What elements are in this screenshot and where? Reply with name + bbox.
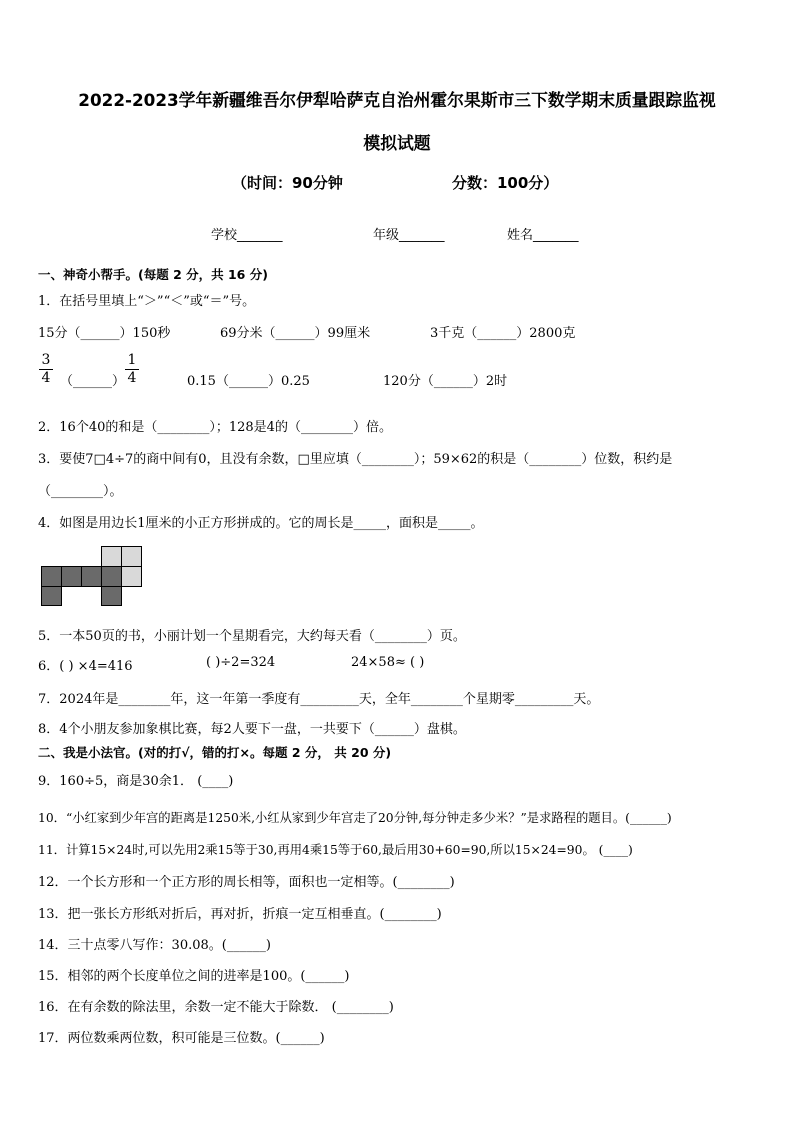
question-1-item-1: 15分（______）150秒: [38, 326, 171, 341]
fraction-denominator: 4: [41, 370, 51, 386]
question-1-item-3: 3千克（______）2800克: [430, 326, 576, 341]
question-17: 17．两位数乘两位数，积可能是三位数。(______): [38, 1031, 325, 1046]
question-10: 10．“小红家到少年宫的距离是1250米,小红从家到少年宫走了20分钟,每分钟走多少米？”是求路程的题目。(______): [38, 811, 672, 825]
question-6-part-a: 6．( ) ×4=416: [38, 659, 133, 674]
fraction-three-quarters: [38, 352, 54, 387]
question-5: 5．一本50页的书，小丽计划一个星期看完，大约每天看（________）页。: [38, 629, 466, 644]
fraction-denominator: 4: [127, 370, 137, 386]
tile: [102, 567, 122, 587]
fraction-one-quarter: [124, 352, 140, 387]
question-7: 7．2024年是________年，这一年第一季度有_________天，全年________个星期零_________天。: [38, 692, 600, 707]
section-1-title: 一、神奇小帮手。(每题 2 分，共 16 分): [38, 267, 268, 282]
tile: [122, 567, 142, 587]
tile: [42, 567, 62, 587]
question-12: 12．一个长方形和一个正方形的周长相等，面积也一定相等。(________): [38, 875, 455, 890]
page-title: 2022-2023学年新疆维吾尔伊犁哈萨克自治州霍尔果斯市三下数学期末质量跟踪监视: [78, 90, 716, 110]
grade-field[interactable]: 年级_______: [373, 228, 445, 243]
tile: [82, 567, 102, 587]
question-1-item-5: 0.15（______）0.25: [187, 374, 310, 389]
fraction-numerator: 1: [127, 352, 137, 368]
question-8: 8．4个小朋友参加象棋比赛，每2人要下一盘，一共要下（______）盘棋。: [38, 722, 466, 737]
tile: [102, 587, 122, 606]
question-9: 9．160÷5，商是30余1． (____): [38, 774, 234, 789]
question-1-stem: 1．在括号里填上“＞”“＜”或“＝”号。: [38, 294, 256, 309]
tile: [62, 567, 82, 587]
question-16: 16．在有余数的除法里，余数一定不能大于除数． (________): [38, 1000, 394, 1015]
tile: [42, 587, 62, 606]
school-field[interactable]: 学校_______: [211, 228, 283, 243]
question-6-part-c: 24×58≈ ( ): [351, 655, 425, 670]
page-title-line2: 模拟试题: [363, 133, 431, 153]
question-15: 15．相邻的两个长度单位之间的进率是100。(______): [38, 969, 350, 984]
question-4: 4．如图是用边长1厘米的小正方形拼成的。它的周长是_____，面积是_____。: [38, 516, 484, 531]
question-3: 3．要使7□4÷7的商中间有0，且没有余数，□里应填（________）；59×62的积是（________）位数，积约是: [38, 452, 673, 467]
question-3-continued: （________）。: [38, 484, 123, 499]
question-14: 14．三十点零八写作：30.08。(______): [38, 938, 271, 953]
question-6-part-b: ( )÷2=324: [206, 655, 276, 670]
question-1-compare-blank: （______）: [60, 374, 126, 389]
exam-time: （时间：90分钟: [232, 174, 343, 192]
question-1-item-2: 69分米（______）99厘米: [220, 326, 371, 341]
fraction-numerator: 3: [41, 352, 51, 368]
exam-score: 分数：100分）: [452, 174, 559, 192]
question-2: 2．16个40的和是（________）；128是4的（________）倍。: [38, 420, 392, 435]
question-1-item-6: 120分（______）2时: [383, 374, 508, 389]
name-field[interactable]: 姓名_______: [507, 228, 579, 243]
question-13: 13．把一张长方形纸对折后，再对折，折痕一定互相垂直。(________): [38, 907, 442, 922]
section-2-title: 二、我是小法官。(对的打√，错的打×。每题 2 分， 共 20 分): [38, 745, 392, 760]
tile: [122, 547, 142, 567]
square-tiles-figure: [40, 545, 144, 607]
tile: [102, 547, 122, 567]
question-11: 11．计算15×24时,可以先用2乘15等于30,再用4乘15等于60,最后用30+60=90,所以15×24=90。 (____): [38, 843, 633, 857]
